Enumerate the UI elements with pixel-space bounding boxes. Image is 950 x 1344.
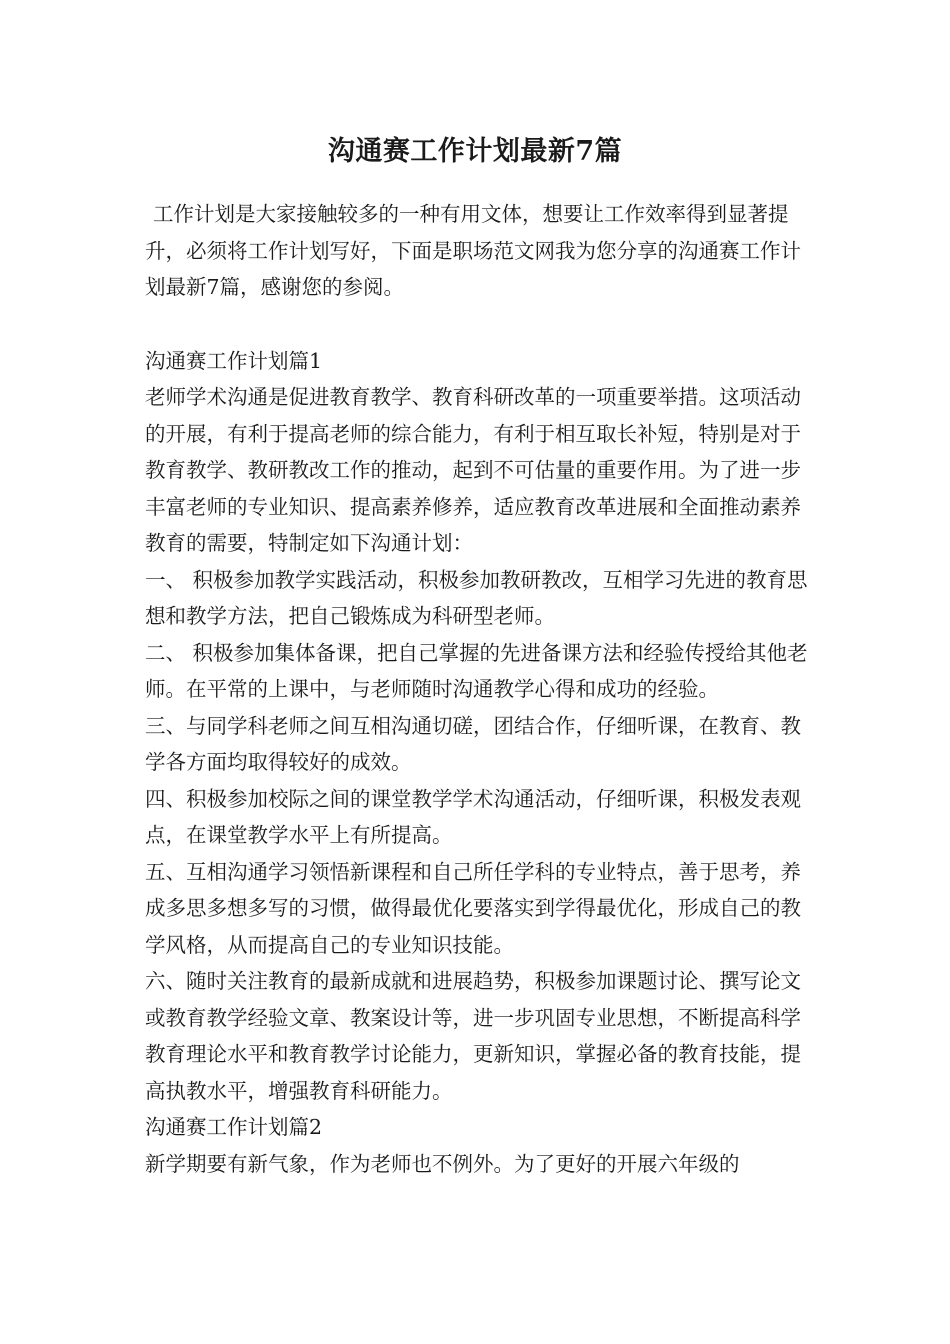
section-1-paragraph: 老师学术沟通是促进教育教学、教育科研改革的一项重要举措。这项活动的开展，有利于提高老师的综合能力，有利于相互取长补短，特别是对于教育教学、教研教改工作的推动，起到不可估量的重要作用。为了进一步丰富老师的专业知识、提高素养修养，适应教育改革进展和全面推动素养教育的需要，特制定如下沟通计划： <box>145 385 801 555</box>
section-1-item-6: 六、随时关注教育的最新成就和进展趋势，积极参加课题讨论、撰写论文或教育教学经验文章、教案设计等，进一步巩固专业思想，不断提高科学教育理论水平和教育教学讨论能力，更新知识，掌握必备的教育技能，提高执教水平，增强教育科研能力。 <box>145 969 801 1103</box>
section-1-item-1: 一、 积极参加教学实践活动，积极参加教研教改，互相学习先进的教育思想和教学方法，把自己锻炼成为科研型老师。 <box>145 567 808 628</box>
section-1-heading: 沟通赛工作计划篇1 <box>145 348 323 373</box>
section-1-item-5: 五、互相沟通学习领悟新课程和自己所任学科的专业特点，善于思考，养成多思多想多写的习惯，做得最优化要落实到学得最优化，形成自己的教学风格，从而提高自己的专业知识技能。 <box>145 859 801 957</box>
document-body <box>145 196 815 1182</box>
section-1-item-2: 二、 积极参加集体备课，把自己掌握的先进备课方法和经验传授给其他老师。在平常的上课中，与老师随时沟通教学心得和成功的经验。 <box>145 640 808 701</box>
intro-paragraph: 工作计划是大家接触较多的一种有用文体，想要让工作效率得到显著提升，必须将工作计划写好，下面是职场范文网我为您分享的沟通赛工作计划最新7篇，感谢您的参阅。 <box>145 202 801 299</box>
document-title: 沟通赛工作计划最新7篇 <box>327 136 623 167</box>
paragraph-gap <box>145 306 815 343</box>
section-2-heading: 沟通赛工作计划篇2 <box>145 1115 323 1139</box>
section-1-item-4: 四、积极参加校际之间的课堂教学学术沟通活动，仔细听课，积极发表观点，在课堂教学水平上有所提高。 <box>145 786 801 847</box>
section-2-paragraph: 新学期要有新气象，作为老师也不例外。为了更好的开展六年级的 <box>145 1151 740 1176</box>
section-1-item-3: 三、与同学科老师之间互相沟通切磋，团结合作，仔细听课，在教育、教学各方面均取得较好的成效。 <box>145 713 801 774</box>
